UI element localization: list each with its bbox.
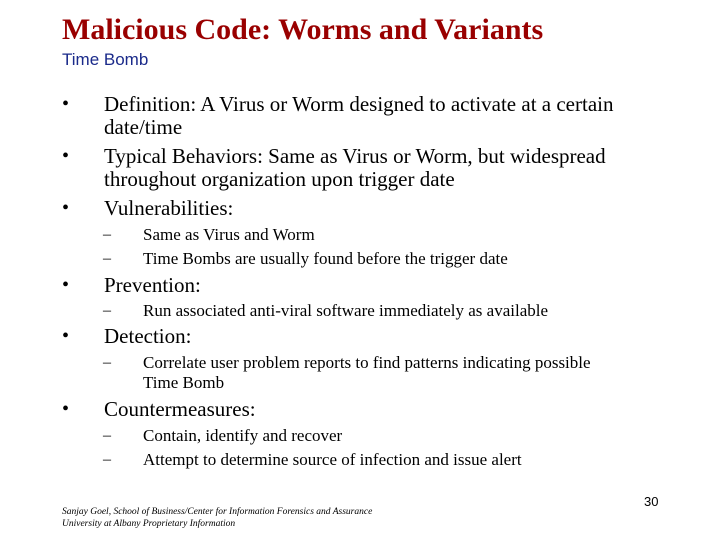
bullet-marker: • bbox=[62, 325, 70, 347]
footer bbox=[62, 506, 372, 530]
bullet-behaviors-line1: Typical Behaviors: Same as Virus or Worm, but widespread bbox=[104, 144, 606, 168]
bullet-marker: • bbox=[62, 197, 70, 219]
bullet-definition-line2: date/time bbox=[104, 115, 183, 139]
bullet-behaviors-line2: throughout organization upon trigger date bbox=[104, 167, 455, 191]
bullet-marker: • bbox=[62, 145, 70, 167]
sub-bullet-counter-1: Contain, identify and recover bbox=[143, 426, 343, 445]
bullet-detection: Detection: bbox=[104, 324, 192, 348]
sub-bullet-marker: – bbox=[103, 302, 111, 319]
sub-bullet-marker: – bbox=[103, 250, 111, 267]
sub-bullet-marker: – bbox=[103, 451, 111, 468]
bullet-prevention: Prevention: bbox=[104, 273, 201, 297]
slide-subtitle: Time Bomb bbox=[62, 50, 149, 69]
sub-bullet-counter-2: Attempt to determine source of infection and issue alert bbox=[143, 450, 522, 469]
bullet-marker: • bbox=[62, 398, 70, 420]
slide-title: Malicious Code: Worms and Variants bbox=[62, 13, 544, 46]
bullet-countermeasures: Countermeasures: bbox=[104, 397, 256, 421]
page-number: 30 bbox=[644, 494, 659, 509]
sub-bullet-detection-line2: Time Bomb bbox=[143, 373, 225, 392]
bullet-definition-line1: Definition: A Virus or Worm designed to activate at a certain bbox=[104, 92, 614, 116]
sub-bullet-detection-line1: Correlate user problem reports to find patterns indicating possible bbox=[143, 353, 591, 372]
sub-bullet-marker: – bbox=[103, 354, 111, 371]
sub-bullet-prevention-1: Run associated anti-viral software immediately as available bbox=[143, 301, 549, 320]
bullet-marker: • bbox=[62, 93, 70, 115]
sub-bullet-marker: – bbox=[103, 226, 111, 243]
sub-bullet-vuln-2: Time Bombs are usually found before the trigger date bbox=[143, 249, 508, 268]
bullet-marker: • bbox=[62, 274, 70, 296]
bullet-vulnerabilities: Vulnerabilities: bbox=[104, 196, 234, 220]
sub-bullet-marker: – bbox=[103, 427, 111, 444]
sub-bullet-vuln-1: Same as Virus and Worm bbox=[143, 225, 315, 244]
footer-line2: University at Albany Proprietary Information bbox=[62, 519, 236, 529]
footer-line1: Sanjay Goel, School of Business/Center for Information Forensics and Assurance bbox=[62, 507, 373, 517]
